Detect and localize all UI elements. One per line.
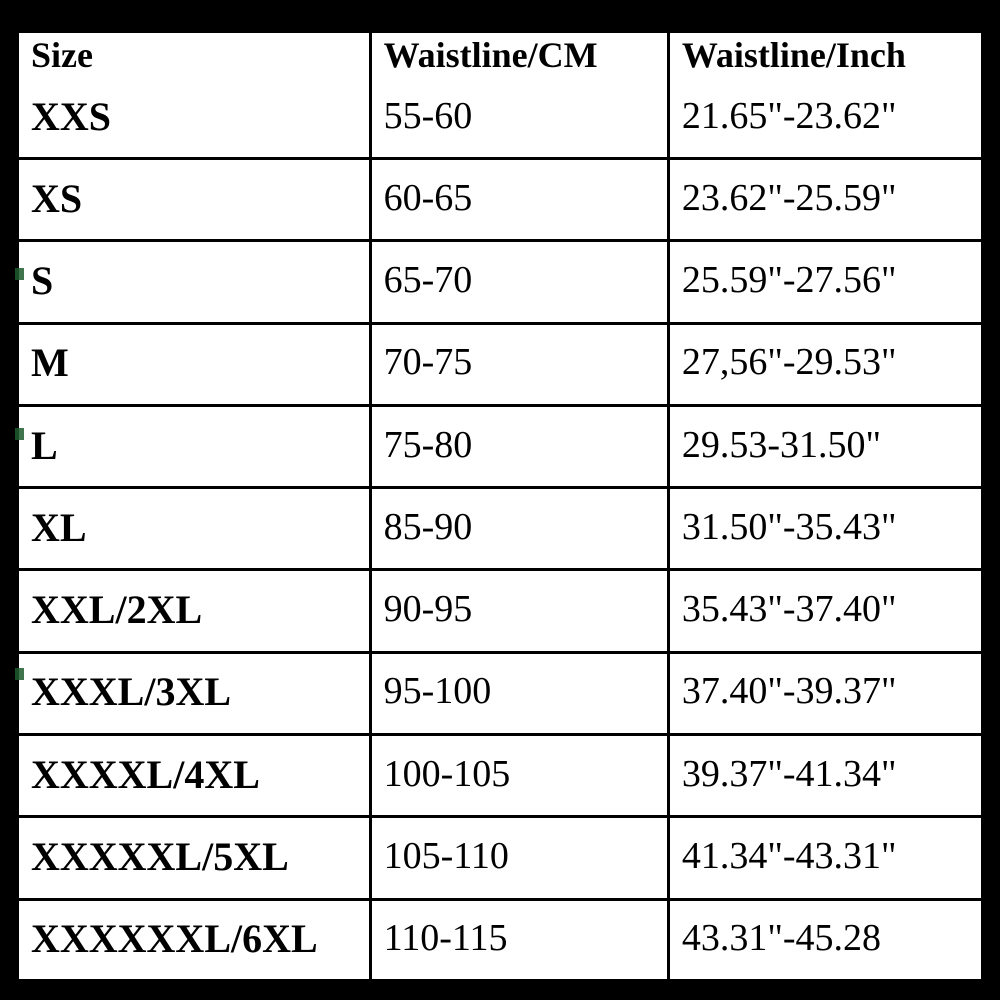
- column-header-size: Size: [19, 33, 370, 79]
- cell-waistline-cm: 95-100: [370, 652, 668, 734]
- cell-waistline-inch: 23.62"-25.59": [668, 159, 981, 241]
- cell-size: XXXXXXL/6XL: [19, 899, 370, 979]
- cell-waistline-inch: 35.43"-37.40": [668, 570, 981, 652]
- cell-waistline-cm: 90-95: [370, 570, 668, 652]
- cell-size: XXXXL/4XL: [19, 735, 370, 817]
- cell-waistline-inch: 39.37"-41.34": [668, 735, 981, 817]
- cell-waistline-inch: 21.65"-23.62": [668, 79, 981, 159]
- table-row: [19, 817, 981, 899]
- cell-waistline-inch: 37.40"-39.37": [668, 652, 981, 734]
- cell-size: XS: [19, 159, 370, 241]
- column-header-waistline-inch: Waistline/Inch: [681, 35, 906, 75]
- table-row: [19, 652, 981, 734]
- cell-waistline-cm: 100-105: [370, 735, 668, 817]
- cell-waistline-inch: 25.59"-27.56": [668, 241, 981, 323]
- column-header-waistline-cm: Waistline/CM: [370, 33, 668, 79]
- cell-waistline-inch: 41.34"-43.31": [668, 817, 981, 899]
- cell-size: XL: [19, 488, 370, 570]
- cell-waistline-inch: 29.53-31.50": [668, 405, 981, 487]
- table-row: [19, 79, 981, 159]
- cell-size: S: [19, 241, 370, 323]
- cell-waistline-cm: 55-60: [370, 79, 668, 159]
- table-row: [19, 735, 981, 817]
- cell-waistline-cm: 105-110: [370, 817, 668, 899]
- cell-size: XXS: [19, 79, 370, 159]
- artifact-speck: [15, 428, 24, 440]
- table-row: [19, 159, 981, 241]
- cell-waistline-cm: 70-75: [370, 323, 668, 405]
- cell-waistline-cm: 65-70: [370, 241, 668, 323]
- cell-waistline-cm: 110-115: [370, 899, 668, 979]
- table-body: [19, 79, 981, 979]
- artifact-speck: [15, 268, 24, 280]
- cell-waistline-inch: 43.31"-45.28: [681, 916, 882, 959]
- artifact-speck: [15, 668, 24, 680]
- header-row: [19, 33, 981, 79]
- table-row: [19, 241, 981, 323]
- cell-waistline-inch: 27,56"-29.53": [668, 323, 981, 405]
- size-chart-table: [19, 33, 981, 979]
- cell-waistline-cm: 60-65: [370, 159, 668, 241]
- table-header: [19, 33, 981, 79]
- cell-size: XXXL/3XL: [19, 652, 370, 734]
- cell-size: M: [19, 323, 370, 405]
- size-chart-frame: [14, 28, 986, 984]
- cell-waistline-cm: 75-80: [370, 405, 668, 487]
- cell-waistline-inch: 31.50"-35.43": [668, 488, 981, 570]
- table-row: [19, 405, 981, 487]
- table-row: [19, 488, 981, 570]
- table-row: [19, 323, 981, 405]
- table-row: [19, 570, 981, 652]
- cell-waistline-cm: 85-90: [370, 488, 668, 570]
- cell-size: XXL/2XL: [19, 570, 370, 652]
- table-row: [19, 899, 981, 979]
- cell-size: XXXXXL/5XL: [19, 817, 370, 899]
- cell-size: L: [19, 405, 370, 487]
